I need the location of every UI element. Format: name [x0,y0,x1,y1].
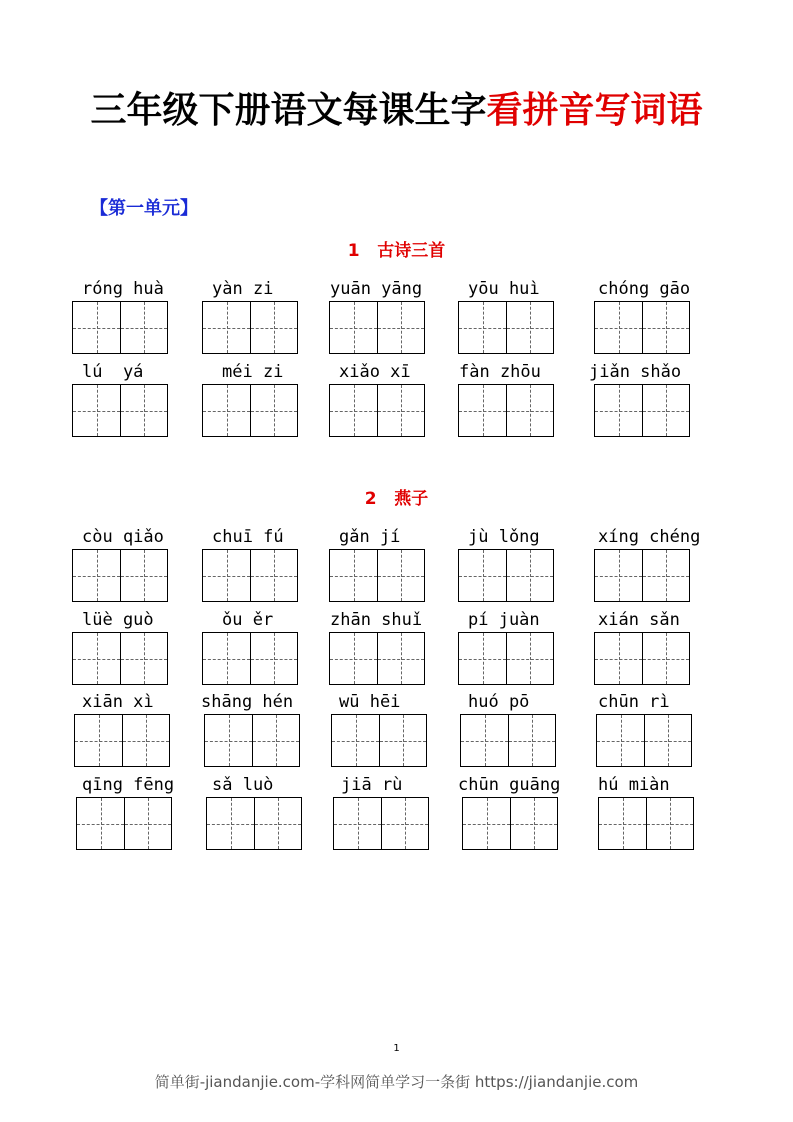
pinyin: chuī fú [212,527,284,547]
writing-boxes[interactable] [206,797,302,850]
pinyin: méi zi [222,362,284,382]
pinyin: lüè guò [82,610,154,630]
pinyin: róng huà [82,279,164,299]
pinyin: jiǎn shǎo [589,362,682,382]
word-item [72,279,202,357]
footer-text: 简单街-jiandanjie.com-学科网简单学习一条街 https://jiandanjie.com [154,1073,639,1091]
word-item [72,610,202,688]
word-item [458,362,588,440]
word-item [594,527,724,605]
pinyin: qīng fēng [82,775,175,795]
pinyin: sǎ luò [212,775,274,795]
pinyin: xián sǎn [598,610,680,630]
word-item [594,610,724,688]
word-item [206,775,336,853]
word-item [596,692,726,770]
writing-boxes[interactable] [202,301,298,354]
writing-boxes[interactable] [202,549,298,602]
page-title [0,82,793,133]
pinyin: ǒu ěr [222,610,274,630]
lesson-heading-1: 1 古诗三首 [347,241,446,261]
word-item [458,527,588,605]
writing-boxes[interactable] [329,384,425,437]
writing-boxes[interactable] [74,714,170,767]
word-item [76,775,206,853]
word-item [458,775,592,853]
title-accent: 看拼音写词语 [486,89,703,131]
pinyin: wū hēi [339,692,401,712]
pinyin: shāng hén [201,692,294,712]
writing-boxes[interactable] [72,549,168,602]
writing-boxes[interactable] [72,384,168,437]
writing-boxes[interactable] [329,549,425,602]
title-main: 三年级下册语文每课生字 [90,89,487,131]
word-item [202,527,332,605]
pinyin: yōu huì [468,279,540,299]
pinyin: còu qiǎo [82,527,164,547]
word-item [594,279,724,357]
word-item [329,527,459,605]
writing-boxes[interactable] [462,797,558,850]
word-item [202,362,332,440]
pinyin: yàn zi [212,279,274,299]
word-item [589,362,724,440]
writing-boxes[interactable] [202,632,298,685]
writing-boxes[interactable] [594,384,690,437]
writing-boxes[interactable] [329,632,425,685]
word-item [460,692,590,770]
unit-heading: 【第一单元】 [90,198,198,219]
lesson-heading-2: 2 燕子 [364,489,429,509]
pinyin: huó pō [468,692,530,712]
pinyin: jiā rù [341,775,403,795]
writing-boxes[interactable] [458,384,554,437]
pinyin: chūn rì [598,692,670,712]
word-item [329,279,459,357]
writing-boxes[interactable] [460,714,556,767]
word-item [458,610,588,688]
writing-boxes[interactable] [72,632,168,685]
word-item [331,692,461,770]
pinyin: xiān xì [82,692,154,712]
pinyin: xiǎo xī [339,362,411,382]
pinyin: fàn zhōu [459,362,541,382]
writing-boxes[interactable] [598,797,694,850]
word-item [598,775,728,853]
writing-boxes[interactable] [594,549,690,602]
writing-boxes[interactable] [76,797,172,850]
word-item [458,279,588,357]
writing-boxes[interactable] [458,549,554,602]
writing-boxes[interactable] [594,301,690,354]
writing-boxes[interactable] [596,714,692,767]
pinyin: lú yá [82,362,144,382]
pinyin: zhān shuǐ [330,610,423,630]
word-item [329,610,459,688]
pinyin: xíng chéng [598,527,701,547]
page-number: 1 [393,1043,400,1054]
pinyin: hú miàn [598,775,670,795]
writing-boxes[interactable] [204,714,300,767]
word-item [72,362,202,440]
word-item [202,279,332,357]
word-item [201,692,334,770]
word-item [329,362,459,440]
writing-boxes[interactable] [458,301,554,354]
writing-boxes[interactable] [72,301,168,354]
pinyin: pí juàn [468,610,540,630]
word-item [202,610,332,688]
writing-boxes[interactable] [202,384,298,437]
pinyin: gǎn jí [339,527,401,547]
writing-boxes[interactable] [329,301,425,354]
writing-boxes[interactable] [594,632,690,685]
pinyin: chóng gāo [598,279,691,299]
writing-boxes[interactable] [333,797,429,850]
writing-boxes[interactable] [458,632,554,685]
pinyin: jù lǒng [468,527,540,547]
word-item [333,775,463,853]
writing-boxes[interactable] [331,714,427,767]
pinyin: yuān yāng [330,279,423,299]
word-item [74,692,204,770]
word-item [72,527,202,605]
pinyin: chūn guāng [458,775,561,795]
